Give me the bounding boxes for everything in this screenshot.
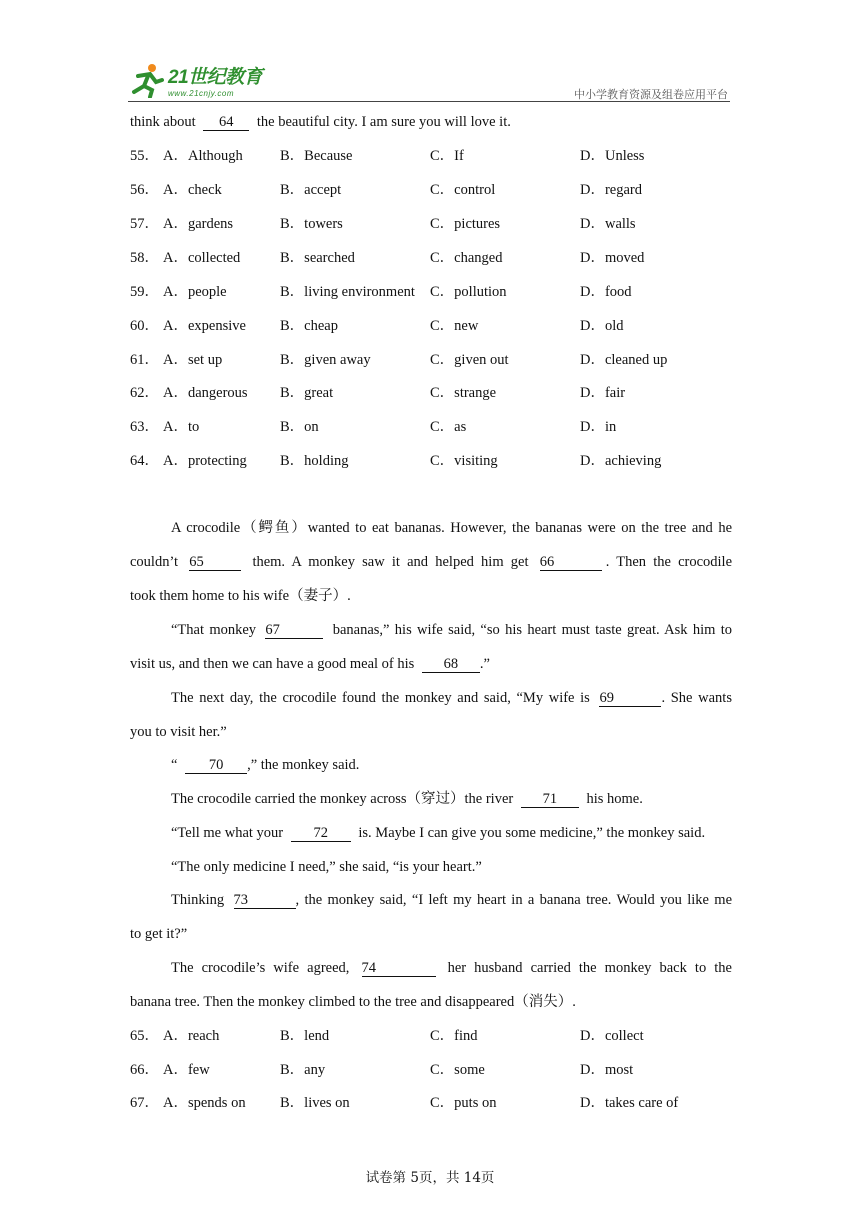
- question-number: 60．: [130, 318, 159, 334]
- option-d: D．in: [580, 419, 617, 435]
- question-number: 57．: [130, 216, 159, 232]
- option-c: C．pictures: [430, 216, 501, 232]
- option-c: C．find: [430, 1028, 478, 1044]
- question-row: [130, 350, 732, 370]
- question-number: 62．: [130, 385, 159, 401]
- passage-line: to get it?”: [130, 926, 188, 942]
- option-b: B．towers: [280, 216, 343, 232]
- option-b: B．living environment: [280, 284, 415, 300]
- blank-74: 74: [362, 960, 436, 977]
- option-d: D．collect: [580, 1028, 644, 1044]
- option-d: D．most: [580, 1062, 634, 1078]
- passage-line: “Tell me what your 72 is. Maybe I can give you some medicine,” the monkey said.: [171, 825, 706, 841]
- option-b: B．any: [280, 1062, 326, 1078]
- option-d: D．food: [580, 284, 632, 300]
- header-platform-text: 中小学教育资源及组卷应用平台: [574, 88, 728, 101]
- option-c: C．puts on: [430, 1095, 497, 1111]
- option-a: A．reach: [163, 1028, 220, 1044]
- question-row: [130, 417, 732, 437]
- question-number: 63．: [130, 419, 159, 435]
- question-row: [130, 1093, 732, 1113]
- question-row: [130, 146, 732, 166]
- question-row: [130, 1060, 732, 1080]
- option-a: A．expensive: [163, 318, 246, 334]
- option-d: D．moved: [580, 250, 645, 266]
- option-a: A．protecting: [163, 453, 247, 469]
- question-number: 59．: [130, 284, 159, 300]
- question-row: [130, 316, 732, 336]
- option-b: B．given away: [280, 352, 371, 368]
- logo-text: 21世纪教育: [168, 67, 263, 88]
- option-c: C．visiting: [430, 453, 498, 469]
- question-number: 61．: [130, 352, 159, 368]
- question-row: [130, 383, 732, 403]
- option-b: B．lend: [280, 1028, 330, 1044]
- blank-66: 66: [540, 554, 602, 571]
- page-header: [128, 58, 730, 104]
- blank-69: 69: [599, 690, 661, 707]
- option-a: A．collected: [163, 250, 241, 266]
- question-row: [130, 1026, 732, 1046]
- option-c: C．given out: [430, 352, 509, 368]
- text-segment: think about: [130, 114, 196, 130]
- question-row: [130, 214, 732, 234]
- question-number: 58．: [130, 250, 159, 266]
- option-b: B．lives on: [280, 1095, 350, 1111]
- page-footer: 试卷第 5页，共 14页: [365, 1170, 495, 1186]
- option-b: B．searched: [280, 250, 355, 266]
- option-a: A．set up: [163, 352, 223, 368]
- option-d: D．Unless: [580, 148, 645, 164]
- header-divider: [128, 101, 730, 102]
- question-row: [130, 451, 732, 471]
- option-a: A．check: [163, 182, 222, 198]
- blank-73: 73: [234, 892, 296, 909]
- question-number: 64．: [130, 453, 159, 469]
- option-a: A．people: [163, 284, 227, 300]
- option-a: A．gardens: [163, 216, 234, 232]
- passage-line: “That monkey 67 bananas,” his wife said, “so his heart must taste great. Ask him to: [171, 622, 732, 638]
- option-c: C．some: [430, 1062, 485, 1078]
- option-d: D．takes care of: [580, 1095, 679, 1111]
- option-a: A．dangerous: [163, 385, 248, 401]
- question-number: 65．: [130, 1028, 159, 1044]
- blank-70: 70: [185, 757, 247, 774]
- option-b: B．accept: [280, 182, 342, 198]
- question-number: 56．: [130, 182, 159, 198]
- logo-url: www.21cnjy.com: [168, 89, 234, 98]
- question-number: 66．: [130, 1062, 159, 1078]
- passage-line: The crocodile’s wife agreed, 74 her husband carried the monkey back to the: [171, 960, 732, 976]
- passage-line: Thinking 73 , the monkey said, “I left my heart in a banana tree. Would you like me: [171, 892, 732, 908]
- passage-line: visit us, and then we can have a good meal of his 68 .”: [130, 656, 490, 672]
- passage-line: you to visit her.”: [130, 724, 227, 740]
- question-row: [130, 282, 732, 302]
- option-a: A．few: [163, 1062, 210, 1078]
- option-c: C．control: [430, 182, 496, 198]
- blank-68: 68: [422, 656, 480, 673]
- blank-64: 64: [203, 114, 249, 131]
- blank-72: 72: [291, 825, 351, 842]
- option-c: C．new: [430, 318, 479, 334]
- option-d: D．achieving: [580, 453, 662, 469]
- option-b: B．on: [280, 419, 319, 435]
- option-d: D．walls: [580, 216, 636, 232]
- option-a: A．Although: [163, 148, 243, 164]
- option-b: B．Because: [280, 148, 353, 164]
- question-row: [130, 248, 732, 268]
- option-b: B．holding: [280, 453, 349, 469]
- option-d: D．regard: [580, 182, 643, 198]
- blank-67: 67: [265, 622, 323, 639]
- option-b: B．cheap: [280, 318, 338, 334]
- option-c: C．If: [430, 148, 464, 164]
- option-d: D．fair: [580, 385, 626, 401]
- passage-line: banana tree. Then the monkey climbed to the tree and disappeared（消失）.: [130, 994, 576, 1010]
- passage-line: couldn’t 65 them. A monkey saw it and helped him get 66 . Then the crocodile: [130, 554, 733, 570]
- text-segment: the beautiful city. I am sure you will love it.: [256, 114, 511, 130]
- passage-line: “ 70 ,” the monkey said.: [171, 757, 360, 773]
- blank-71: 71: [521, 791, 579, 808]
- question-number: 67．: [130, 1095, 159, 1111]
- option-d: D．old: [580, 318, 624, 334]
- question-number: 55．: [130, 148, 159, 164]
- option-c: C．as: [430, 419, 467, 435]
- option-c: C．changed: [430, 250, 503, 266]
- option-c: C．pollution: [430, 284, 507, 300]
- passage-line: The next day, the crocodile found the monkey and said, “My wife is 69 . She wants: [171, 690, 732, 706]
- passage-line: A crocodile（鳄鱼）wanted to eat bananas. However, the bananas were on the tree and he: [171, 520, 732, 536]
- passage-line: “The only medicine I need,” she said, “is your heart.”: [171, 859, 482, 875]
- option-a: A．to: [163, 419, 200, 435]
- site-logo: [128, 62, 288, 102]
- option-a: A．spends on: [163, 1095, 246, 1111]
- passage-continuation-line: [130, 112, 732, 132]
- option-b: B．great: [280, 385, 334, 401]
- option-d: D．cleaned up: [580, 352, 668, 368]
- blank-65: 65: [189, 554, 241, 571]
- passage-line: took them home to his wife（妻子）.: [130, 588, 351, 604]
- question-row: [130, 180, 732, 200]
- option-c: C．strange: [430, 385, 497, 401]
- runner-logo-icon: [128, 62, 164, 98]
- passage-line: The crocodile carried the monkey across（穿过）the river 71 his home.: [171, 791, 643, 807]
